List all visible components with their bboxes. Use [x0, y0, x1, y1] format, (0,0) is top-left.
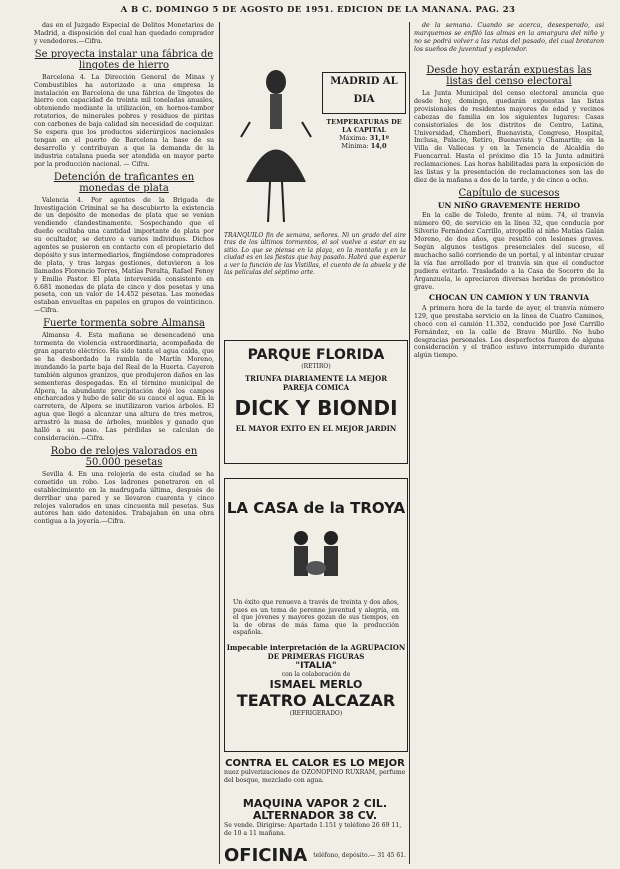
casa-troya-text: Un éxito que renueva a través de treinta y dos años, pues es un tema de perenne juventud y alegría, en el que jóvenes y mayores gozan de sus tiempos, en la de obras de más fama que la producción española.: [233, 599, 399, 636]
parque-florida-title: PARQUE FLORIDA: [247, 347, 385, 363]
madrid-al-dia-box: MADRID AL DIA: [322, 72, 406, 114]
maquina-vapor-title: MAQUINA VAPOR 2 CIL. ALTERNADOR 38 CV.: [242, 797, 388, 822]
teatro-refrigerado: (REFRIGERADO): [289, 709, 343, 717]
maquina-vapor-ad: [224, 798, 406, 837]
right-column-top: [414, 22, 604, 62]
subhead-nino: UN NIÑO GRAVEMENTE HERIDO: [437, 200, 581, 210]
weather-title: TEMPERATURAS DE LA CAPITAL: [326, 118, 402, 134]
weather-block: [322, 118, 406, 150]
casa-troya-title: LA CASA de la TROYA: [226, 499, 406, 517]
oficina-ad: [224, 845, 406, 866]
guitar-players-illustration: [276, 523, 356, 593]
ozonopino-ad: [224, 758, 406, 784]
dick-biondi: DICK Y BIONDI: [234, 396, 398, 420]
weather-max: Máxima: 31,1º: [339, 134, 389, 142]
article-censo: La Junta Municipal del censo electoral anuncia que desde hoy, domingo, quedarán expuestas las listas provisionales de residentes mayores de edad y vecinos cabezas de familia en los siguientes lugares: Casas consistoriales de los distritos de Centro, Latina, Universidad, Chamberí, Buenavista, Congreso, Hospital, Inclusa, Palacio, Retiro, Buenavista y Chamartín; en la Villa de Vallecas y en la Tenencia de Alcaldía de Fuencarral. Hasta el próximo día 15 la Junta admitirá reclamaciones. Las horas habilitadas para la exposición de las listas y la presentación de reclamaciones son las de diez de la mañana a dos de la tarde, y de cinco a ocho.: [414, 90, 604, 184]
headline-censo: Desde hoy estarán expuestas las listas del censo electoral: [426, 65, 592, 87]
article-nino: En la calle de Toledo, frente al núm. 74, el tranvía número 60, de servicio en la línea 32, que conducía por Silverio Fernández Carrillo, atropelló al niño Matías Galán Moreno, de dos años, que resultó con lesiones graves. Según algunos testigos presenciales del suceso, el muchacho salió corriendo de un portal, y al intentar cruzar la vía fue arrollado por el tranvía sin que el conductor pudiera evitarlo. Trasladado a la Casa de Socorro de la Arganzuela, le apreciaron diversas heridas de pronóstico grave.: [414, 212, 604, 291]
headline-sucesos: Capítulo de sucesos: [458, 187, 560, 199]
oficina-text: teléfono, depósito.— 31 45 61.: [313, 852, 406, 859]
column-divider: [219, 22, 220, 864]
teatro-alcazar: TEATRO ALCAZAR: [236, 690, 396, 710]
casa-troya-company: Impecable interpretación de la AGRUPACION DE PRIMERAS FIGURAS: [226, 642, 406, 661]
parque-florida-sub: (RETIRO): [301, 363, 331, 370]
headline-robo: Robo de relojes valorados en 50.000 pesetas: [50, 445, 198, 468]
subhead-camion: CHOCAN UN CAMION Y UN TRANVIA: [428, 293, 590, 303]
casa-troya-actor: ISMAEL MERLO: [269, 677, 363, 691]
intro-paragraph: das en el Juzgado Especial de Delitos Monetarios de Madrid, a disposición del cual han quedado comprador y vendedores.—Cifra.: [34, 22, 214, 45]
woman-illustration: [236, 62, 316, 232]
headline-traficantes: Detención de traficantes en monedas de plata: [53, 171, 195, 194]
article-camion: A primera hora de la tarde de ayer, el tranvía número 129, que prestaba servicio en la línea de Cuatro Caminos, chocó con el camión 11.352, conducido por José Carrillo Fernández, en la calle de Bravo Murillo. No hubo desgracias personales. Los desperfectos fueron de alguna consideración y el tráfico estuvo interrumpido durante algún tiempo.: [414, 304, 604, 360]
page-header: A B C. DOMINGO 5 DE AGOSTO DE 1951. EDICION DE LA MAÑANA. PAG. 23: [120, 5, 516, 15]
article-tormenta: Almansa 4. Esta mañana se desencadenó una tormenta de violencia extraordinaria, acompañada de gran aparato eléctrico. Ha sido tanta el agua caída, que se ha desbordado la rambla de Martín Moreno, inundando la parte baja del Real de la Huerta. Cayeron también algunos granizos, que produjeron daños en las sementeras despegadas. En el término municipal de Alpera, la abundante precipitación dejó los campos encharcados y hubo de salir de su cauce el agua. En la carretera, de Alpera se inutilizaron varios árboles. El agua que llegó a alcanzar una altura de tres metros, arrastró la masa de árboles, muebles y ganado que halló a su paso. Las pérdidas se calculan de consideración.—Cifra.: [34, 332, 214, 442]
right-column: [414, 62, 604, 862]
article-robo: Sevilla 4. En una relojería de esta ciudad se ha cometido un robo. Los ladrones penetraron en el establecimiento en la madrugada última, después de derribar una pared y se llevaron cuarenta y cinco relojes valorados en unas cincuenta mil pesetas. Sus autores han sido detenidos. Trabajaban en una obra contigua a la joyería.—Cifra.: [34, 470, 214, 526]
casa-troya-by: con la colaboración de: [281, 670, 351, 678]
parque-florida-ad: [224, 340, 408, 464]
parque-florida-tagline: TRIUNFA DIARIAMENTE LA MEJOR PAREJA COMICA: [244, 374, 388, 392]
ozonopino-title: CONTRA EL CALOR ES LO MEJOR: [225, 758, 405, 769]
left-column: [34, 22, 214, 862]
casa-troya-italia: "ITALIA": [295, 660, 337, 671]
maquina-vapor-text: Se vende. Dirigirse: Apartado 1.151 y teléfono 26 69 11, de 10 a 11 mañana.: [224, 822, 402, 837]
column-divider: [409, 22, 410, 864]
article-traficantes: Valencia 4. Por agentes de la Brigada de Investigación Criminal se ha descubierto la existencia de un depósito de monedas de plata que se venían vendiendo clandestinamente. Sospechando que el dueño ocultaba una cantidad importante de plata por su ocultador, se detuvo a varios individuos. Dichos agentes se pusieron en contacto con el propietario del depósito y sus intermediarios, fingiéndose compradores de plata, y tras largas gestiones, detuvieron a los llamados Florencio Torres, Matías Peralta, Rafael Fenoy y Emilio Pastor. El plata intervenida consistente en 6.681 monedas de plata de cinco y dos pesetas y una peseta, con un valor de 14.452 pesetas. Las monedas estaban envueltas en papeles en grupos de veinticinco.—Cifra.: [34, 196, 214, 315]
headline-tormenta: Fuerte tormenta sobre Almansa: [43, 318, 205, 330]
weather-min: Mínima: 14,0: [341, 142, 387, 150]
parque-florida-exito: EL MAYOR EXITO EN EL MEJOR JARDIN: [235, 424, 397, 433]
headline-lingotes: Se proyecta instalar una fábrica de lingotes de hierro: [34, 48, 214, 71]
article-lingotes: Barcelona 4. La Dirección General de Minas y Combustibles ha autorizado a una empresa la instalación en Barcelona de una fábrica de lingotes de hierro con capacidad de treinta mil toneladas anuales, obteniendo mediante la utilización, en hornos-tambor rotatorios, de minerales pobres y residuos de piritas con carbones de baja calidad sin necesidad de coquizar. Se espera que los productos siderúrgicos nacionales tengan en el puerto de Barcelona la base de su desarrollo y contribuyan a que la demanda de la industria catalana pueda ser atendida en mayor parte por la producción nacional. — Cifra.: [34, 73, 214, 168]
top-italic-text: de la semana. Cuando se acerca, desesperado, así marquemos se enfiló las almas en la amargura del niño y no se podrá volver a las rutas del pasado, del cual brotaron los sueños de juventud y esplendor.: [414, 22, 604, 53]
tranquilo-text: TRANQUILO fin de semana, señores. Ni un grado del aire tras de los últimos tormentos, el sol vuelve a estar en su sitio. Lo que se piensa en la playa, en la montaña y en la ciudad es en las fiestas que hay pasado. Habrá que esperar a ver la función de las Vistillas, el cuento de la abuela y de las películas del séptimo arte.: [224, 232, 406, 277]
casa-troya-ad: [224, 478, 408, 752]
oficina-title: OFICINA: [224, 845, 308, 866]
ozonopino-text: nuez pulverizaciones de OZONOPINO RUXRAM, perfume del bosque, mezclado con agua.: [224, 769, 406, 784]
